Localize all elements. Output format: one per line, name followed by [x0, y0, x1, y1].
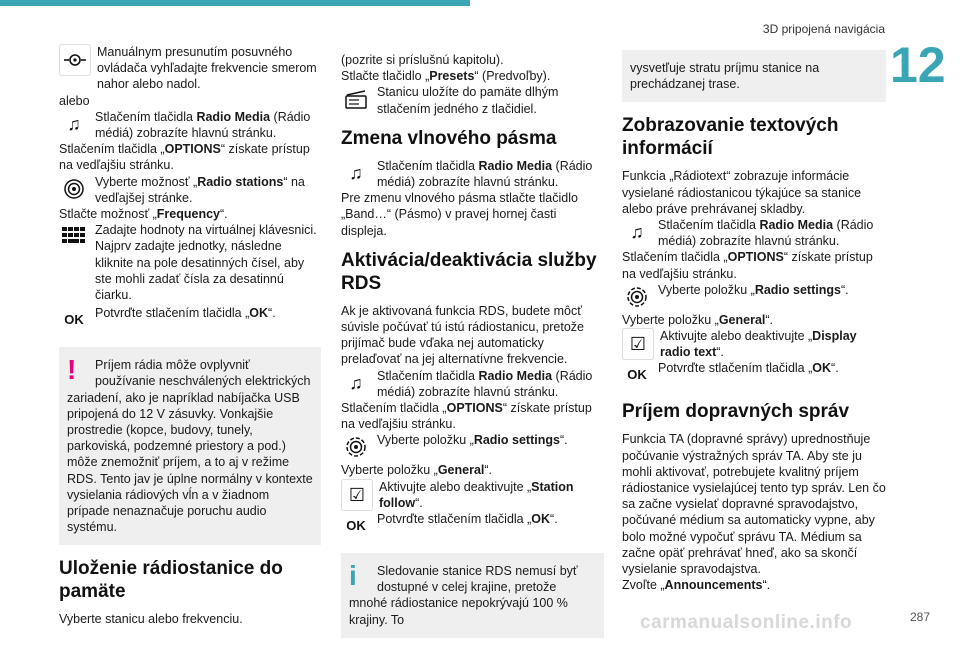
- instruction-confirm-ok: Potvrďte stlačením tlačidla „OK“.: [377, 512, 558, 527]
- instruction-radio-settings: Vyberte položku „Radio settings“.: [658, 282, 849, 297]
- instruction-long-press: Stanicu uložíte do pamäte dlhým stlačením jedného z tlačidiel.: [377, 85, 559, 116]
- radiotext-description: Funkcia „Rádiotext“ zobrazuje informácie vysielané rádiostanicou týkajúce sa stanice alebo práve prehrávanej skladby.: [622, 169, 862, 216]
- instruction-radio-media: Stlačením tlačidla Radio Media (Rádio médiá) zobrazíte hlavnú stránku.: [377, 368, 593, 399]
- target-scan-icon: [59, 44, 91, 76]
- alebo-text: alebo: [59, 93, 90, 108]
- warning-text: Príjem rádia môže ovplyvniť používanie neschválených elektrických zariadení, ako je napríklad nabíjačka USB pripojená do 12 V zásuvky. Vonkajšie prostredie (kopce, budovy, tunely, parkoviská, podzemné priestory a pod.) môže znemožniť príjem, a to aj v režime RDS. Tento jav je úplne normálny v kontexte vysielania rádiových vĺn a v žiadnom prípade nenaznačuje poruchu audio systému.: [67, 358, 313, 535]
- checkbox-icon: ☑: [341, 479, 373, 511]
- ok-icon: OK: [346, 517, 366, 533]
- exclamation-icon: !: [67, 354, 77, 386]
- page-number: 287: [910, 610, 931, 624]
- column-2: [341, 52, 604, 650]
- checkbox-icon: ☑: [622, 328, 654, 360]
- instruction-options: Stlačením tlačidla „OPTIONS“ získate prístup na vedľajšiu stránku.: [59, 142, 310, 173]
- music-note-icon: ♫: [630, 221, 644, 242]
- section-title: 3D pripojená navigácia: [762, 22, 885, 36]
- instruction-select-station: Vyberte stanicu alebo frekvenciu.: [59, 612, 243, 627]
- ok-icon: OK: [627, 367, 647, 383]
- instruction-slider: Manuálnym presunutím posuvného ovládača vyhľadajte frekvencie smerom nahor alebo nadol.: [97, 45, 317, 92]
- column-3: [622, 44, 886, 593]
- instruction-radio-media: Stlačením tlačidla Radio Media (Rádio médiá) zobrazíte hlavnú stránku.: [95, 109, 311, 141]
- save-station-icon: [341, 84, 371, 114]
- instruction-options: Stlačením tlačidla „OPTIONS“ získate prístup na vedľajšiu stránku.: [622, 250, 873, 281]
- instruction-confirm-ok: Potvrďte stlačením tlačidla „OK“.: [658, 361, 839, 376]
- music-note-icon: ♫: [67, 113, 81, 134]
- ok-icon: OK: [64, 312, 84, 328]
- instruction-general: Vyberte položku „General“.: [622, 312, 774, 327]
- info-text-continued: vysvetľuje stratu príjmu stanice na prechádzanej trase.: [630, 61, 820, 92]
- column-1: [59, 44, 321, 628]
- top-accent-bar: [0, 0, 470, 6]
- instruction-general: Vyberte položku „General“.: [341, 463, 493, 478]
- instruction-keyboard: Zadajte hodnoty na virtuálnej klávesnici. Najprv zadajte jednotky, následne kliknite na pole desatinných čísel, aby ste mohli zadať čísla za desatinnú čiarku.: [95, 223, 317, 303]
- radio-settings-icon: [622, 282, 652, 312]
- music-note-icon: ♫: [349, 372, 363, 393]
- info-note: [341, 553, 604, 638]
- instruction-band: Pre zmenu vlnového pásma stlačte tlačidlo „Band…“ (Pásmo) v pravej hornej časti displeja.: [341, 191, 578, 238]
- instruction-radio-media: Stlačením tlačidla Radio Media (Rádio médiá) zobrazíte hlavnú stránku.: [377, 158, 593, 190]
- instruction-frequency: Stlačte možnosť „Frequency“.: [59, 207, 228, 222]
- radio-settings-icon: [341, 432, 371, 462]
- instruction-radio-stations: Vyberte možnosť „Radio stations“ na vedľajšej stránke.: [95, 174, 305, 205]
- chapter-number: 12: [890, 37, 946, 93]
- instruction-announcements: Zvoľte „Announcements“.: [622, 578, 771, 593]
- info-text: Sledovanie stanice RDS nemusí byť dostupné v celej krajine, pretože mnohé rádiostanice nepokrývajú 100 % krajiny. To: [349, 564, 578, 627]
- heading-traffic: Príjem dopravných správ: [622, 401, 850, 423]
- instruction-radio-settings: Vyberte položku „Radio settings“.: [377, 433, 568, 448]
- instruction-options: Stlačením tlačidla „OPTIONS“ získate prístup na vedľajšiu stránku.: [341, 401, 592, 432]
- info-icon: i: [349, 560, 357, 592]
- keyboard-icon: [59, 222, 89, 252]
- heading-band: Zmena vlnového pásma: [341, 127, 557, 149]
- heading-save-station: Uloženie rádiostanice do pamäte: [59, 558, 283, 603]
- radio-signal-icon: [59, 174, 89, 204]
- heading-radiotext: Zobrazovanie textových informácií: [622, 115, 839, 160]
- instruction-display-radio-text: Aktivujte alebo deaktivujte „Display radio text“.: [660, 329, 857, 360]
- info-note-continued: [622, 50, 886, 102]
- instruction-presets: Stlačte tlačidlo „Presets“ (Predvoľby).: [341, 69, 551, 84]
- heading-rds: Aktivácia/deaktivácia služby RDS: [341, 249, 597, 294]
- instruction-see-chapter: (pozrite si príslušnú kapitolu).: [341, 53, 504, 67]
- instruction-radio-media: Stlačením tlačidla Radio Media (Rádio médiá) zobrazíte hlavnú stránku.: [658, 218, 874, 249]
- watermark: carmanualsonline.info: [640, 612, 853, 633]
- traffic-description: Funkcia TA (dopravné správy) uprednostňuje počúvanie výstražných správ TA. Aby ste ju mohli aktivovať, potrebujete kvalitný príjem rádiostanice vysielajúcej tento typ správ. Len čo sa začne vysielať dopravné spravodajstvo, počúvané médium sa automaticky vypne, aby bolo možné vypočuť správu TA. Médium sa začne opäť prehrávať hneď, ako sa skončí vysielanie spravodajstva.: [622, 432, 886, 577]
- instruction-station-follow: Aktivujte alebo deaktivujte „Station follow“.: [379, 479, 574, 510]
- warning-note: [59, 347, 321, 545]
- rds-description: Ak je aktivovaná funkcia RDS, budete môcť súvisle počúvať tú istú rádiostanicu, pretože prijímač bude vďaka nej automaticky prelaďovať na jej alternatívne frekvencie.: [341, 303, 585, 367]
- music-note-icon: ♫: [349, 162, 363, 183]
- instruction-confirm-ok: Potvrďte stlačením tlačidla „OK“.: [95, 306, 276, 321]
